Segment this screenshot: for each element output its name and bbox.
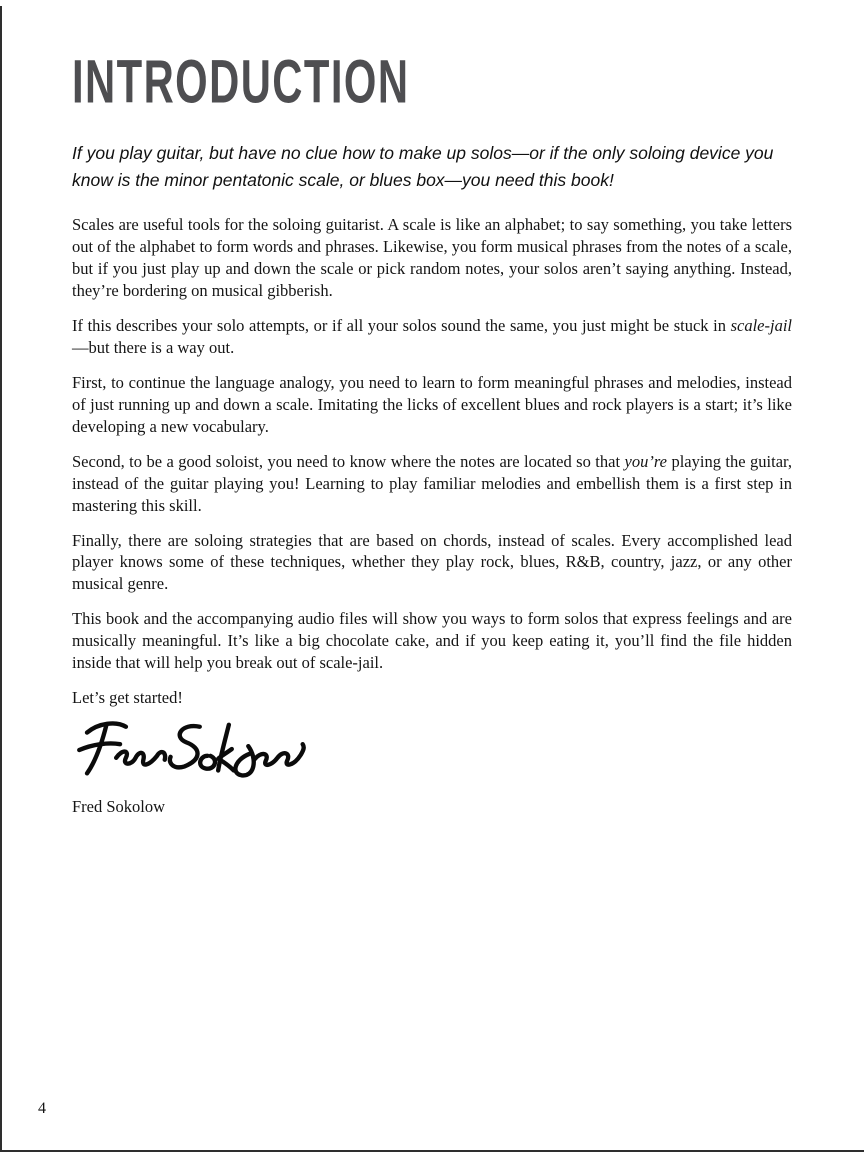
closing-line: Let’s get started! — [72, 688, 183, 708]
handwritten-signature — [72, 717, 792, 785]
paragraph-4: Second, to be a good soloist, you need to know where the notes are located so that you’re playing the guitar, instead of the guitar playing you! Learning to play familiar melodies and embellish them is a first step in mastering this skill. — [72, 451, 792, 515]
paragraph-1: Scales are useful tools for the soloing guitarist. A scale is like an alphabet; to say something, you take letters out of the alphabet to form words and phrases. Likewise, you form musical phrases from the notes of a scale, but if you just play up and down the scale or pick random notes, your solos aren’t saying anything. Instead, they’re bordering on musical gibberish. — [72, 215, 792, 301]
paragraph-6: This book and the accompanying audio files will show you ways to form solos that express feelings and are musically meaningful. It’s like a big chocolate cake, and if you keep eating it, you’ll find the file hidden inside that will help you break out of scale-jail. — [72, 609, 792, 673]
page-number: 4 — [38, 1100, 46, 1117]
signature-ink-icon — [72, 717, 308, 785]
paragraph-2: If this describes your solo attempts, or if all your solos sound the same, you just might be stuck in scale-jail—but there is a way out. — [72, 316, 792, 357]
lead-paragraph: If you play guitar, but have no clue how to make up solos—or if the only soloing device you know is the minor pentatonic scale, or blues box—you need this book! — [72, 143, 774, 191]
page-content — [72, 47, 792, 817]
paragraph-5: Finally, there are soloing strategies that are based on chords, instead of scales. Every accomplished lead player knows some of these techniques, whether they play rock, blues, R&B, country, jazz, or any other musical genre. — [72, 530, 792, 594]
paragraph-3: First, to continue the language analogy, you need to learn to form meaningful phrases and melodies, instead of just running up and down a scale. Imitating the licks of excellent blues and rock players is a start; it’s like developing a new vocabulary. — [72, 372, 792, 436]
page-title: INTRODUCTION — [72, 47, 410, 117]
author-name: Fred Sokolow — [72, 797, 166, 817]
page-left-edge — [0, 6, 2, 1152]
body-paragraphs — [72, 214, 792, 674]
